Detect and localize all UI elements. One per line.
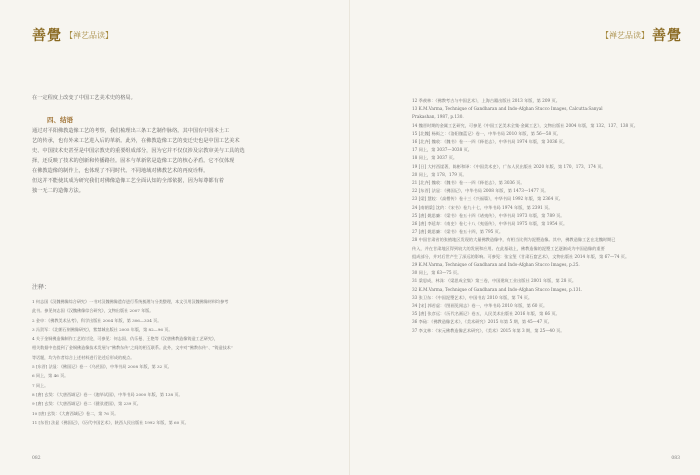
footnote: 2 金申：《佛教美术丛考》，科学出版社 2004 年版，第 306—334 页。 <box>32 317 162 323</box>
right-header <box>601 25 682 45</box>
footnote: 17 同上，第 3037—3038 页。 <box>412 147 472 153</box>
footnote: 32 K.M.Varma, Technique of Gandharan and Indo-Afghan Stucco Images, p.131. <box>412 286 583 292</box>
footnote: 15 [北魏] 杨衒之：《洛阳伽蓝记》卷一，中华书局 2010 年版，第 56—58 页。 <box>412 130 561 136</box>
footnote: 5 [东晋] 法显：《佛国记》卷一《乌苌国》，中华书局 2008 年版，第 32 页。 <box>32 364 172 370</box>
footnote: 等话题，均为作者综合上述材料进行论述后形成的观点。 <box>32 354 135 360</box>
footnote: 21 [北齐] 魏收：《魏书》卷一一四《释老志》，第 3036 页。 <box>412 180 525 186</box>
section-title: 四、结语 <box>47 116 73 124</box>
notes-title: 注释： <box>32 284 51 291</box>
footnote: 37 李文林：《宋元佛教造像艺术研究》，《美术》2015 年第 3 期，第 25—40 页。 <box>412 327 565 333</box>
footnote: 16 [北齐] 魏收：《魏书》卷一一四《释老志》，中华书局 1974 年版，第 3036 页。 <box>412 139 568 145</box>
footnote: 11 [东晋] 法显《佛国记》，《历代中国艺术》，陕西人民出版社 1992 年版，第 60 页。 <box>32 419 189 425</box>
left-notes-list <box>32 297 302 427</box>
paragraph-line: 史、中国技术史甚至是中国宗教史的重要组成部分，因为它并不仅仅涉及宗教审美与工具的选 <box>32 148 245 154</box>
footnote: 26 [唐] 李延寿：《南史》卷七十八《夷貊传》，中华书局 1975 年版，第 1954 页。 <box>412 221 568 227</box>
intro-line: 在一定程度上改变了中国工艺美术史的格局。 <box>32 95 136 101</box>
paragraph-line: 通过对平阳佛教造像工艺的考察，我们梳理出三条工艺制作脉络。其中国有中国本土工 <box>32 128 230 134</box>
footnote: 34 [宋] 郭若虚：《图画见闻志》卷一，中华书局 2010 年版，第 60 页。 <box>412 303 548 309</box>
footnote: 相关数据中也提到了金铜佛造像技术发展与“佛教东传”之间的相互联系。此外，文中对“佛教东传”、“铸造技术” <box>32 345 233 351</box>
page-number-right: 083 <box>671 456 680 461</box>
footnote: 7 同上。 <box>32 382 49 388</box>
footnote: 9 [唐] 玄奘：《大唐西域记》卷二《健驮逻国》，第 239 页。 <box>32 401 141 407</box>
footnote: 传入，并在甘肃地区得到较大的发展和应用。在此基础上，佛教造像的泥塑工艺逐渐成为中国造像的重要 <box>412 245 605 251</box>
footnote: 此书。参见何志国《汉魏佛像综合研究》，文物出版社 2007 年版。 <box>32 308 154 314</box>
footnote: 36 李砧：《佛教造像艺术》，《美术研究》2015 年第 5 期，第 45—47 页。 <box>412 319 552 325</box>
column-tag: 【禅艺品读】 <box>65 30 113 40</box>
paragraph-line: 独一无二的造像方法。 <box>32 188 84 194</box>
footnote: 组成部分，并对后世产生了深远的影响。可参见：张宝玺《甘肃石窟艺术》，文物出版社 2014 年版，第 67—74 页。 <box>412 253 630 259</box>
footnote: 14 魏晋时期的金属工艺研究，可参见《中国工艺美术全集·金属工艺》，文物出版社 2004 年版，第 132、137、138 页。 <box>412 122 638 128</box>
paragraph-line: 艺的传承，也有外来工艺进入后的革新。此外，在佛教造像工艺的变迁史也是中国工艺美术 <box>32 138 240 144</box>
footnote: 24 [南朝梁] 沈约：《宋书》卷九十七，中华书局 1974 年版，第 2391 页。 <box>412 204 553 210</box>
footnote: 10 [唐] 玄奘：《大唐西域记》卷二，第 76 页。 <box>32 410 119 416</box>
footnote: 1 何志国《汉魏佛像综合研究》一书对汉魏佛像遗存进行系统梳理与分类整理，本文引用汉魏佛像材料均参考 <box>32 299 229 304</box>
footnote: 13 K.M.Varma, Technique of Gandharan and Indo-Afghan Stucco Images, Calcutta:Sanyal <box>412 106 603 112</box>
footnote: 3 冯贺军：《北朝石刻佛像研究》，紫禁城出版社 2005 年版，第 82—96 页。 <box>32 326 173 332</box>
footnote: 27 [唐] 姚思廉：《梁书》卷五十四，第 795 页。 <box>412 229 504 235</box>
conclusion-paragraph <box>32 126 322 196</box>
brand-logo: 善覺 <box>652 28 682 44</box>
footnote: 12 季羡林：《佛教考古与中国艺术》，上海古籍出版社 2013 年版，第 209 页。 <box>412 98 560 103</box>
footnote: Prakashan, 1987, p.130. <box>412 114 464 120</box>
left-header <box>32 25 113 45</box>
footnote: 29 K.M.Varma, Technique of Gandharan and Indo-Afghan Stucco Images, p.25. <box>412 262 580 268</box>
paragraph-line: 在佛教造像的制作上，也体现了不同时代、不同地域对佛教艺术的再度诠释。 <box>32 168 209 174</box>
footnote: 20 同上，第 178、179 页。 <box>412 171 467 177</box>
footnote: 8 [唐] 玄奘：《大唐西域记》卷一《迦毕试国》，中华书局 2000 年版，第 138 页。 <box>32 391 183 397</box>
footnote: 23 [梁] 慧皎：《高僧传》卷十三《兴福篇》，中华书局 1992 年版，第 2364 页。 <box>412 196 563 202</box>
brand-logo: 善覺 <box>32 28 62 44</box>
footnote: 18 同上，第 3037 页。 <box>412 155 458 161</box>
paragraph-line: 但这并不能使其成为研究我们对佛像造像工艺全面认知的全部依据，因为每尊都有着 <box>32 178 224 184</box>
footnote: 31 梁思成，林洙：《梁思成全集》第三卷，中国建筑工业出版社 2001 年版，第 28 页。 <box>412 278 577 284</box>
footnote: 4 关于金铜佛造像制作工艺的讨论，可参见：何志国、仇乐曼、王艳等《汉唐佛教造像铸造工艺研究》， <box>32 336 219 342</box>
footnote: 22 [东晋] 法显：《佛国记》，中华书局 2008 年版，第 1473—1477 页。 <box>412 188 549 194</box>
right-notes-list <box>412 97 677 335</box>
footnote: 19 [日] 大村西崖著，陈彬和译：《中国美术史》，广东人民出版社 2020 年版，第 170、173、174 页。 <box>412 163 606 169</box>
footnote: 30 同上，第 63—75 页。 <box>412 270 462 276</box>
footnote: 25 [唐] 姚思廉：《梁书》卷五十四《诸夷传》，中华书局 1973 年版，第 789 页。 <box>412 212 565 218</box>
footnote: 6 同上，第 46 页。 <box>32 373 69 379</box>
footnote: 28 中国甘肃省的张掖地区发现的大量佛教造像中，有相当比例为泥塑造像。其中，佛教造像工艺在北魏时期已 <box>412 237 616 243</box>
column-tag: 【禅艺品读】 <box>601 30 649 40</box>
page-number-left: 082 <box>32 456 41 461</box>
footnote: 35 [唐] 张彦远：《历代名画记》卷五，人民美术出版社 2016 年版，第 66 页。 <box>412 311 560 317</box>
paragraph-line: 择，还反映了技术的创新和传播路径。固本与革新常是造像工艺的核心矛盾。它不仅体现 <box>32 158 235 164</box>
footnote: 33 张卫东：《中国泥塑艺术》，中国书店 2010 年版，第 74 页。 <box>412 294 533 300</box>
